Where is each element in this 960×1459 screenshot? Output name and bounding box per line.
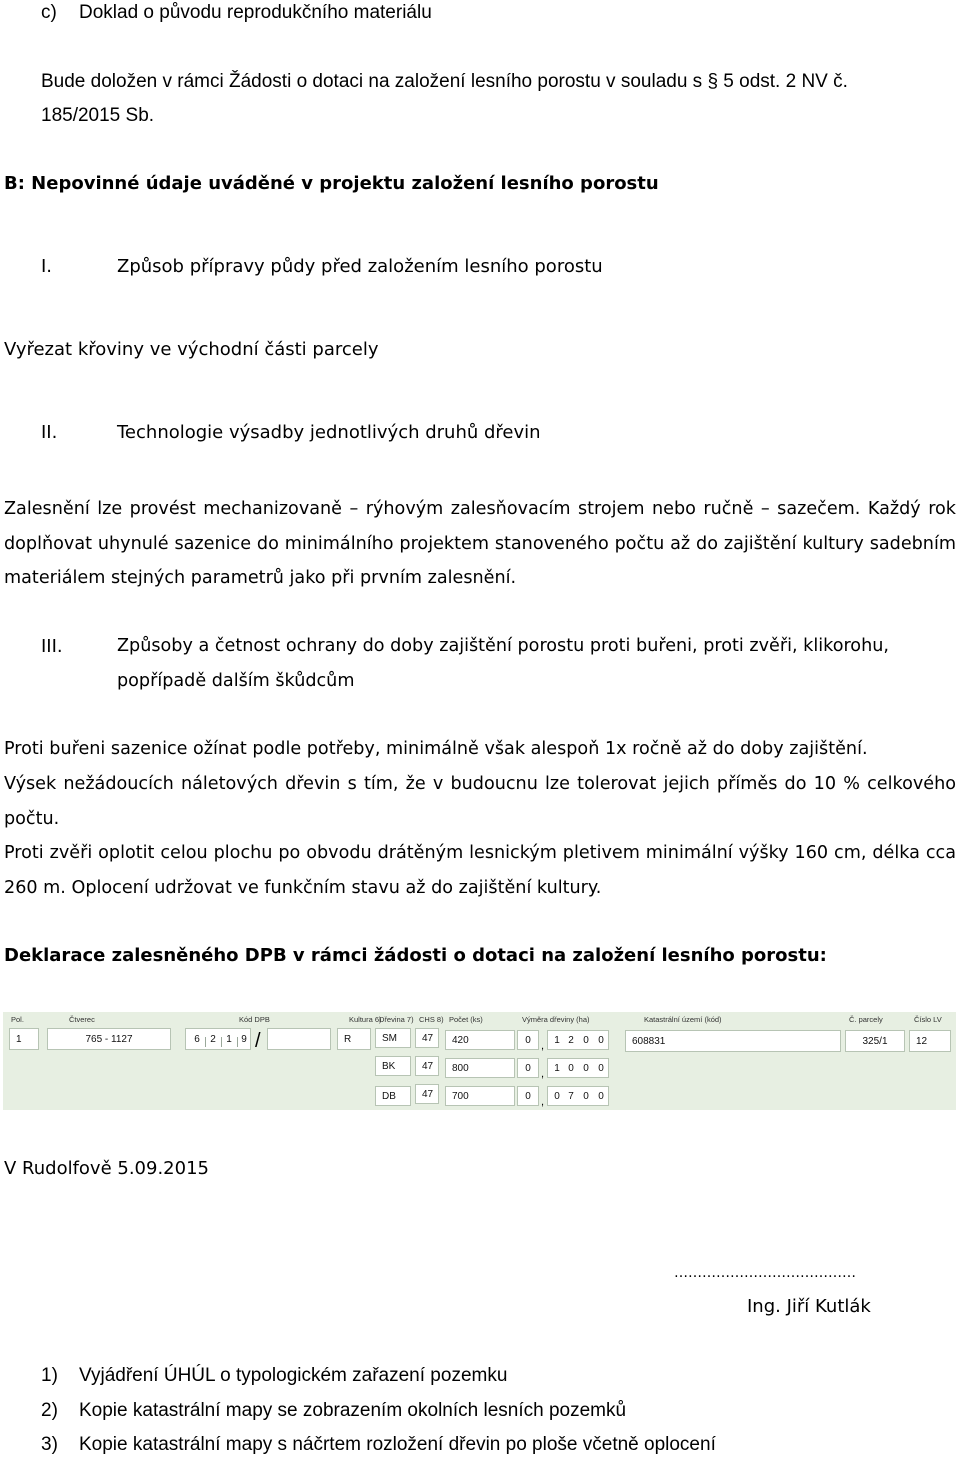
attachment-text: Kopie katastrální mapy se zobrazením okolních lesních pozemků [79,1400,627,1421]
field-vymera-dec [547,1058,609,1078]
heading-b: B: Nepovinné údaje uváděné v projektu založení lesního porostu [4,173,659,194]
kod-dpb-digit: 9 [241,1034,247,1045]
label-kod-dpb: Kód DPB [239,1015,270,1024]
vymera-digit: 0 [554,1091,560,1102]
vymera-digit: 0 [583,1091,589,1102]
vymera-digit: 0 [598,1063,604,1074]
dpb-declaration-form [3,1012,956,1110]
field-lv: 12 [909,1030,951,1052]
vymera-digit: 0 [583,1063,589,1074]
item-3-paragraph-1: Proti buřeni sazenice ožínat podle potřeby, minimálně však alespoň 1x ročně až do doby zajištění. [4,739,868,759]
field-kod-dpb [185,1028,251,1050]
item-1-title: Způsob přípravy půdy před založením lesního porostu [117,256,603,277]
vymera-digit: 2 [568,1035,574,1046]
label-ctverec: Čtverec [69,1015,95,1024]
section-c-title: Doklad o původu reprodukčního materiálu [79,2,432,23]
section-c-marker: c) [41,2,57,23]
field-vymera-dec [547,1030,609,1050]
item-2-text: Zalesnění lze provést mechanizovaně – rýhovým zalesňovacím strojem nebo ručně – sazečem. Každý rok doplňovat uhynulé sazenice do minimálního projektem stanoveného počtu až do zajištění kultury sadebním materiálem stejných parametrů jako při prvním zalesnění. [4,499,956,588]
kod-dpb-slash: / [255,1030,261,1052]
label-vymera: Výměra dřeviny (ha) [522,1015,590,1024]
signer-name: Ing. Jiří Kutlák [747,1296,871,1317]
label-kultura: Kultura 6) [349,1015,382,1024]
attachment-number: 2) [41,1400,58,1421]
vymera-digit: 0 [598,1091,604,1102]
attachment-number: 3) [41,1434,58,1455]
item-2-number: II. [41,422,58,443]
kod-dpb-digit: 2 [210,1034,216,1045]
kod-dpb-digit: 1 [226,1034,232,1045]
label-katastr: Katastrální území (kód) [644,1015,722,1024]
item-1-number: I. [41,256,53,277]
section-c-text-line-1: Bude doložen v rámci Žádosti o dotaci na založení lesního porostu v souladu s § 5 odst. 2 NV č. [41,71,848,92]
vymera-digit: 7 [568,1091,574,1102]
section-c-text-line-2: 185/2015 Sb. [41,105,155,126]
vymera-digit: 0 [598,1035,604,1046]
signature-line: ………………………………… [674,1265,856,1281]
vymera-comma: , [541,1068,545,1080]
field-vymera-int: 0 [517,1086,539,1106]
vymera-comma: , [541,1096,545,1108]
field-parcela: 325/1 [845,1030,905,1052]
attachment-text: Kopie katastrální mapy s náčrtem rozložení dřevin po ploše včetně oplocení [79,1434,716,1455]
field-pocet: 700 [445,1086,515,1106]
field-pocet: 420 [445,1030,515,1050]
vymera-digit: 0 [583,1035,589,1046]
field-pocet: 800 [445,1058,515,1078]
field-kultura: R [337,1028,371,1050]
item-2-title: Technologie výsadby jednotlivých druhů dřevin [117,422,541,443]
item-3-title-line-1: Způsoby a četnost ochrany do doby zajištění porostu proti buřeni, proti zvěři, klikorohu, [117,636,889,656]
attachment-text: Vyjádření ÚHÚL o typologickém zařazení pozemku [79,1365,508,1386]
field-chs: 47 [415,1084,439,1104]
kod-dpb-digit: 6 [194,1034,200,1045]
field-vymera-int: 0 [517,1030,539,1050]
item-3-paragraph-3: Proti zvěři oplotit celou plochu po obvodu drátěným lesnickým pletivem minimální výšky 160 cm, délka cca 260 m. Oplocení udržovat ve funkčním stavu až do zajištění kultury. [4,843,956,898]
attachment-number: 1) [41,1365,58,1386]
item-3-title-line-2: popřípadě dalším škůdcům [117,671,355,691]
item-1-text: Vyřezat křoviny ve východní části parcely [4,339,379,360]
vymera-digit: 0 [568,1063,574,1074]
field-pol: 1 [9,1028,39,1050]
field-chs: 47 [415,1028,439,1048]
field-vymera-dec [547,1086,609,1106]
item-3-paragraph-2: Výsek nežádoucích náletových dřevin s tím, že v budoucnu lze tolerovat jejich příměs do 10 % celkového počtu. [4,774,956,829]
label-parcela: Č. parcely [849,1015,883,1024]
field-katastr: 608831 [625,1030,841,1052]
item-3-number: III. [41,636,63,657]
field-kod-dpb-suffix [267,1028,331,1050]
field-drevina: DB [375,1086,411,1106]
field-chs: 47 [415,1056,439,1076]
place-date: V Rudolfově 5.09.2015 [4,1158,209,1179]
label-drevina: Dřevina 7) [379,1015,414,1024]
field-ctverec: 765 - 1127 [47,1028,171,1050]
label-chs: CHS 8) [419,1015,444,1024]
declaration-heading: Deklarace zalesněného DPB v rámci žádosti o dotaci na založení lesního porostu: [4,945,827,966]
label-lv: Číslo LV [914,1015,942,1024]
field-drevina: BK [375,1056,411,1076]
vymera-comma: , [541,1040,545,1052]
label-pocet: Počet (ks) [449,1015,483,1024]
vymera-digit: 1 [554,1035,560,1046]
vymera-digit: 1 [554,1063,560,1074]
field-drevina: SM [375,1028,411,1048]
label-pol: Pol. [11,1015,24,1024]
field-vymera-int: 0 [517,1058,539,1078]
